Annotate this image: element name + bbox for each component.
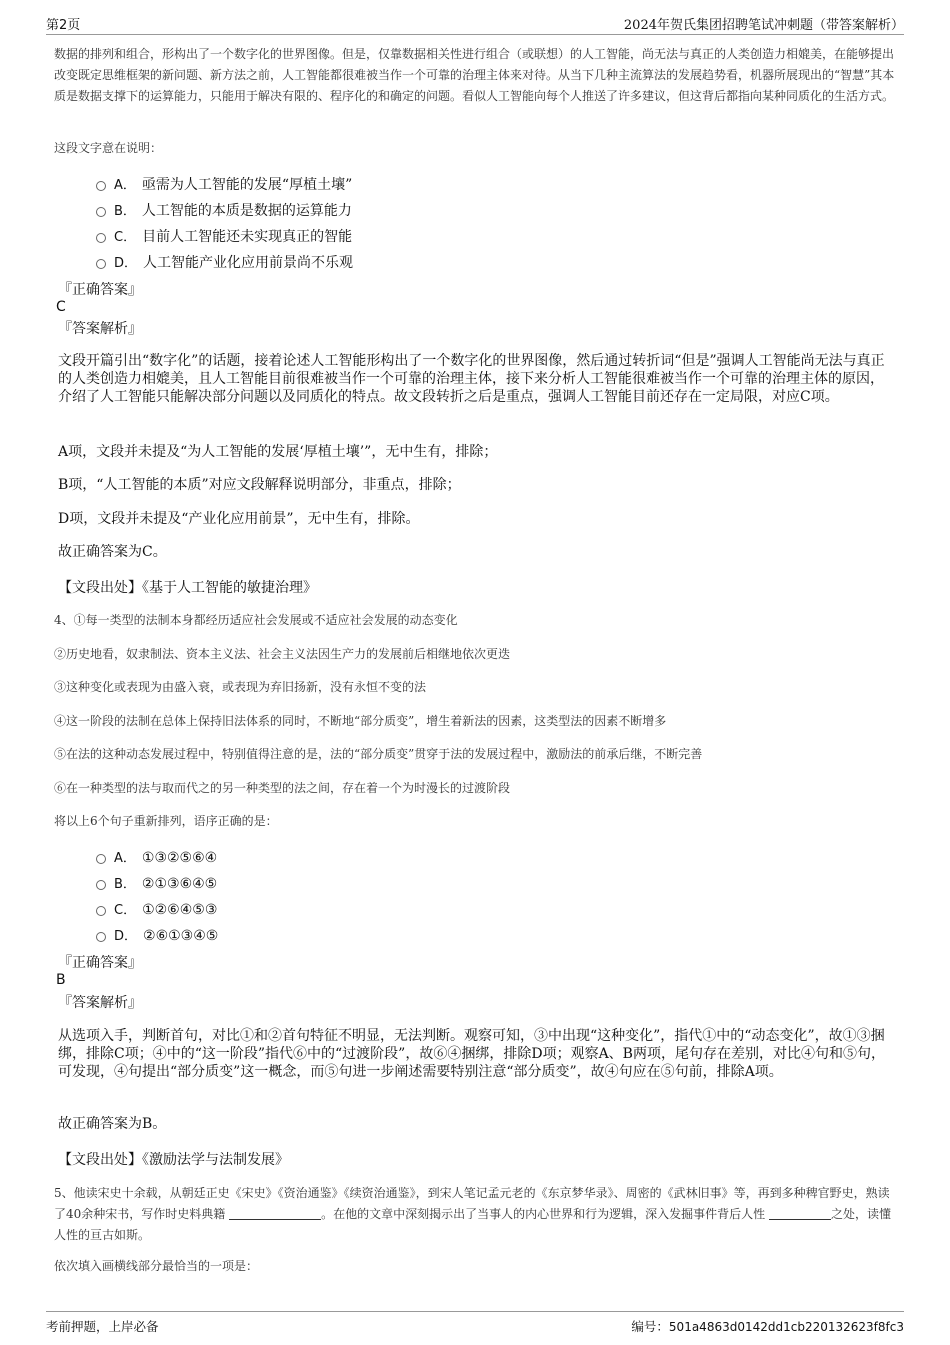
option-key: A．	[114, 851, 136, 866]
radio-icon[interactable]	[96, 932, 106, 942]
q5-stem-part-3: 之处，读懂人性的亘古如斯。	[54, 1207, 891, 1242]
footer-code-block	[631, 1317, 904, 1335]
option-text: 人工智能产业化应用前景尚不乐观	[143, 255, 354, 271]
q4-option-c[interactable]	[96, 900, 217, 920]
q4-option-a[interactable]	[96, 848, 217, 868]
q3-prompt: 这段文字意在说明：	[54, 141, 163, 155]
radio-icon[interactable]	[96, 906, 106, 916]
q4-analysis-main: 从选项入手，判断首句，对比①和②首句特征不明显，无法判断。观察可知，③中出现“这种变化”，指代①中的“动态变化”，故①③捆绑，排除C项；④中的“这一阶段”指代⑥中的“过渡阶段”，故⑥④捆绑，排除D项；观察A、B两项，尾句存在差别，对比④句和⑤句，可发现，④句提出“部分质变”这一概念，而⑤句进一步阐述需要特别注意“部分质变”，故④句应在⑤句前，排除A项。	[58, 1028, 885, 1080]
radio-icon[interactable]	[96, 880, 106, 890]
q3-analysis-b: B项，“人工智能的本质”对应文段解释说明部分，非重点，排除；	[58, 477, 461, 493]
q5-stem	[54, 1183, 899, 1246]
q4-analysis-label: 『答案解析』	[58, 995, 142, 1011]
footer-code: 501a4863d0142dd1cb220132623f8fc3	[668, 1320, 904, 1334]
radio-icon[interactable]	[96, 259, 106, 269]
option-text: ①②⑥④⑤③	[142, 902, 218, 918]
radio-icon[interactable]	[96, 181, 106, 191]
option-text: 目前人工智能还未实现真正的智能	[142, 229, 353, 245]
q3-answer-label: 『正确答案』	[58, 282, 142, 298]
footer-slogan: 考前押题，上岸必备	[46, 1319, 159, 1334]
option-key: C．	[114, 903, 137, 918]
q3-analysis-d: D项，文段并未提及“产业化应用前景”，无中生有，排除。	[58, 511, 420, 527]
q5-stem-part-2: 。在他的文章中深刻揭示出了当事人的内心世界和行为逻辑，深入发掘事件背后人性	[321, 1207, 766, 1221]
radio-icon[interactable]	[96, 233, 106, 243]
q4-sentence-6: ⑥在一种类型的法与取而代之的另一种类型的法之间，存在着一个为时漫长的过渡阶段	[54, 781, 511, 795]
document-title: 2024年贺氏集团招聘笔试冲刺题（带答案解析）	[623, 18, 904, 33]
radio-icon[interactable]	[96, 207, 106, 217]
option-key: B．	[114, 877, 136, 892]
q4-prompt: 将以上6个句子重新排列，语序正确的是：	[54, 814, 278, 828]
option-key: C．	[114, 230, 137, 245]
option-text: ①③②⑤⑥④	[141, 850, 218, 866]
q3-analysis-main: 文段开篇引出“数字化”的话题，接着论述人工智能形构出了一个数字化的世界图像，然后通过转折词“但是”强调人工智能尚无法与真正的人类创造力相媲美，且人工智能目前很难被当作一个可靠的治理主体，接下来分析人工智能很难被当作一个可靠的治理主体的原因，介绍了人工智能只能解决部分问题以及同质化的特点。故文段转折之后是重点，强调人工智能目前还存在一定局限，对应C项。	[58, 353, 885, 405]
option-text: 亟需为人工智能的发展“厚植土壤”	[141, 177, 353, 193]
option-text: ②①③⑥④⑤	[141, 876, 218, 892]
q4-answer-label: 『正确答案』	[58, 955, 142, 971]
option-key: B．	[114, 204, 136, 219]
q5-blank-2[interactable]	[769, 1207, 831, 1220]
q4-conclusion: 故正确答案为B。	[58, 1116, 167, 1132]
q3-option-c[interactable]	[96, 227, 352, 247]
q3-source: 【文段出处】《基于人工智能的敏捷治理》	[58, 580, 317, 596]
option-text: ②⑥①③④⑤	[143, 928, 219, 944]
q4-sentence-4: ④这一阶段的法制在总体上保持旧法体系的同时，不断地“部分质变”，增生着新法的因素，这类型法的因素不断增多	[54, 714, 667, 728]
q4-sentence-5: ⑤在法的这种动态发展过程中，特别值得注意的是，法的“部分质变”贯穿于法的发展过程中，激励法的前承后继，不断完善	[54, 747, 703, 761]
option-key: D．	[114, 929, 138, 944]
q3-conclusion: 故正确答案为C。	[58, 544, 167, 560]
q3-analysis-a: A项，文段并未提及“为人工智能的发展‘厚植土壤’”，无中生有，排除；	[58, 444, 498, 460]
q4-option-b[interactable]	[96, 874, 217, 894]
q4-sentence-2: ②历史地看，奴隶制法、资本主义法、社会主义法因生产力的发展前后相继地依次更迭	[54, 647, 511, 661]
q3-option-d[interactable]	[96, 253, 353, 273]
q3-analysis-label: 『答案解析』	[58, 321, 142, 337]
option-key: D．	[114, 256, 138, 271]
footer-code-label: 编号：	[631, 1319, 669, 1334]
option-key: A．	[114, 178, 136, 193]
q4-sentence-3: ③这种变化或表现为由盛入衰，或表现为弃旧扬新，没有永恒不变的法	[54, 680, 427, 694]
q3-answer: C	[56, 299, 66, 315]
radio-icon[interactable]	[96, 854, 106, 864]
q3-option-b[interactable]	[96, 201, 352, 221]
q4-option-d[interactable]	[96, 926, 218, 946]
page-number: 第2页	[46, 18, 81, 33]
q3-passage: 数据的排列和组合，形构出了一个数字化的世界图像。但是，仅靠数据相关性进行组合（或联想）的人工智能，尚无法与真正的人类创造力相媲美，在能够提出改变既定思维框架的新问题、新方法之前，人工智能都很难被当作一个可靠的治理主体来对待。从当下几种主流算法的发展趋势看，机器所展现出的“智慧”其本质是数据支撑下的运算能力，只能用于解决有限的、程序化的和确定的问题。看似人工智能向每个人推送了许多建议，但这背后都指向某种同质化的生活方式。	[54, 47, 895, 103]
q4-sentence-1: 4、①每一类型的法制本身都经历适应社会发展或不适应社会发展的动态变化	[54, 613, 458, 627]
option-text: 人工智能的本质是数据的运算能力	[141, 203, 352, 219]
q3-option-a[interactable]	[96, 175, 352, 195]
q5-prompt: 依次填入画横线部分最恰当的一项是：	[54, 1259, 259, 1273]
page-footer	[46, 1311, 904, 1338]
q5-stem-part-1: 5、他读宋史十余载，从朝廷正史《宋史》《资治通鉴》《续资治通鉴》，到宋人笔记孟元老的《东京梦华录》、周密的《武林旧事》等，再到多种稗官野史，熟读了40余种宋书，写作时史料典籍	[54, 1186, 890, 1221]
page-header	[46, 14, 904, 35]
q4-source: 【文段出处】《激励法学与法制发展》	[58, 1152, 289, 1168]
q5-blank-1[interactable]	[229, 1207, 321, 1220]
q4-answer: B	[56, 972, 66, 988]
